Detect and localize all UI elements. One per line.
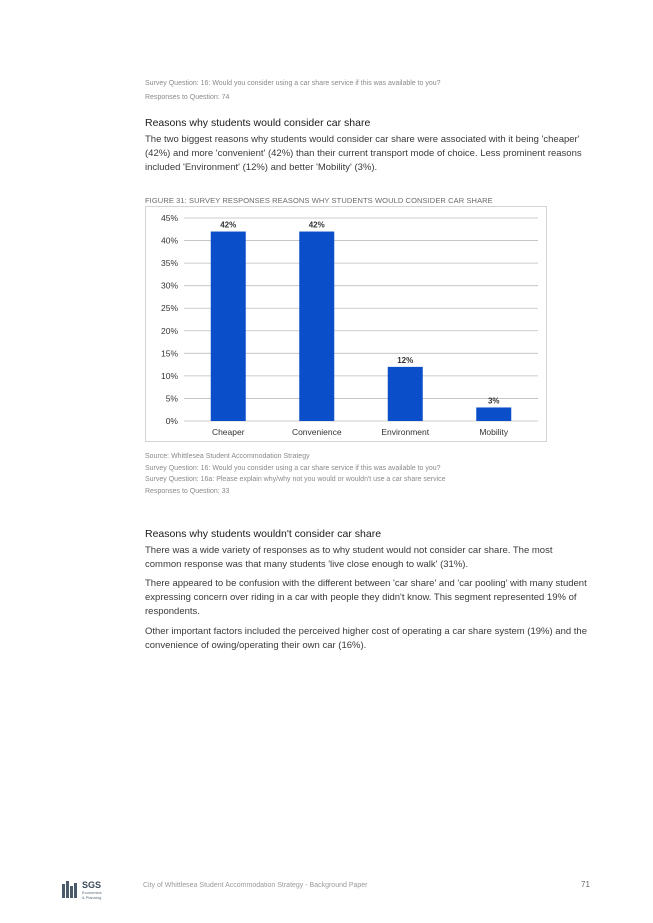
section-paragraph-walk: There was a wide variety of responses as to why student would not consider car share. The most common response was that many students 'live close enough to walk' (31%). [145,545,553,570]
y-tick-label: 0% [165,416,178,426]
logo-text: SGS [82,880,102,890]
y-tick-label: 20% [160,325,178,336]
x-tick-label: Mobility [479,427,509,437]
bar-cheaper [211,232,246,421]
logo-subtext: & Planning [82,895,102,900]
survey-question-note: Survey Question: 16: Would you consider using a car share service if this was available to you? [145,80,441,87]
x-tick-label: Cheaper [211,427,245,437]
section-paragraph-confusion: There appeared to be confusion with the different between 'car share' and 'car pooling' with many student expressing concern over riding in a car with people they didn't know. This segment represented 19% of respondents. [145,578,587,617]
source-note: Survey Question: 16a: Please explain why/why not you would or wouldn't use a car share service [145,476,446,483]
logo-subtext: Economics [82,890,102,895]
source-note: Responses to Question: 33 [145,487,230,495]
y-tick-label: 40% [160,235,178,246]
bar-environment [388,367,423,421]
data-label: 42% [308,220,325,230]
y-tick-label: 45% [160,213,178,223]
section-paragraph-consider: The two biggest reasons why students would consider car share were associated with it being 'cheaper' (42%) and more 'convenient' (42%) than their current transport mode of choice. Less prominent reasons included 'Environment' (12%) and better 'Mobility' (3%). [145,134,582,173]
x-tick-label: Environment [381,427,430,437]
data-label: 3% [487,396,500,406]
y-tick-label: 25% [160,303,178,314]
bar-convenience [299,232,334,421]
data-label: 42% [220,220,237,230]
sgs-logo-icon [62,878,122,900]
page-number: 71 [581,880,590,889]
source-notes [145,451,446,497]
source-note: Source: Whittlesea Student Accommodation Strategy [145,453,310,460]
y-tick-label: 35% [160,258,178,269]
section-paragraph-cost: Other important factors included the perceived higher cost of operating a car share system (19%) and the convenience of owing/operating their own car (16%). [145,626,587,651]
y-tick-label: 15% [160,348,178,359]
y-tick-label: 30% [160,280,178,291]
chart-canvas [146,207,546,441]
bar-mobility [476,407,511,421]
footer-document-title: City of Whittlesea Student Accommodation Strategy - Background Paper [143,882,368,889]
sgs-logo [62,878,122,900]
figure-caption: FIGURE 31: SURVEY RESPONSES REASONS WHY STUDENTS WOULD CONSIDER CAR SHARE [145,196,493,205]
section-heading-consider: Reasons why students would consider car share [145,117,371,129]
responses-count-note: Responses to Question: 74 [145,94,230,101]
bar-chart [145,206,547,442]
section-heading-not-consider: Reasons why students wouldn't consider car share [145,528,382,540]
source-note: Survey Question: 16: Would you consider using a car share service if this was available to you? [145,464,441,472]
y-tick-label: 10% [160,370,178,381]
y-tick-label: 5% [165,393,178,404]
x-tick-label: Convenience [291,427,342,437]
data-label: 12% [397,355,414,365]
